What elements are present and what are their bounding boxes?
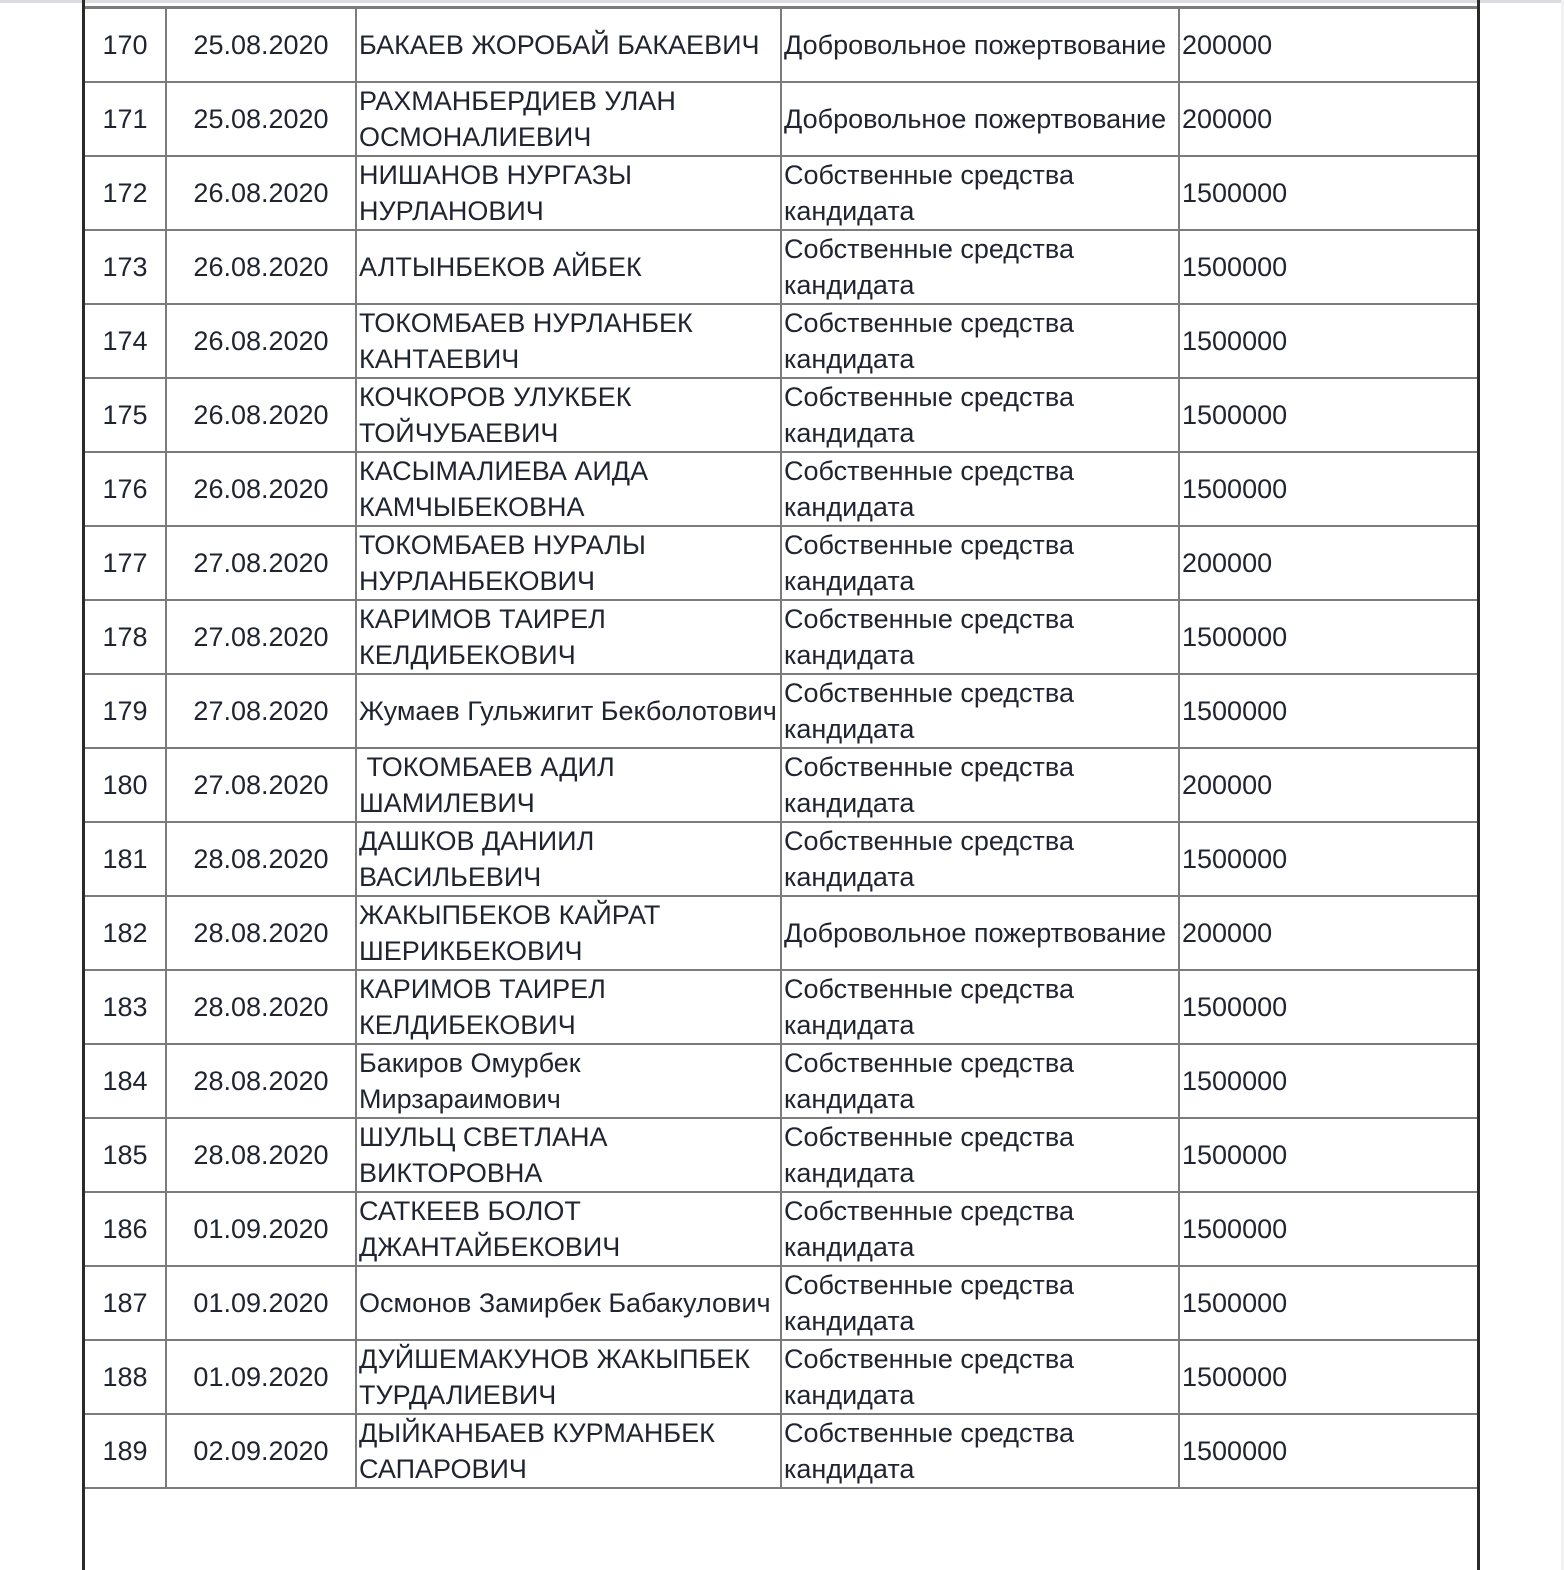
- table-row: [85, 1340, 1477, 1414]
- table-row: [85, 896, 1477, 970]
- table-row: [85, 822, 1477, 896]
- table-row: [85, 1192, 1477, 1266]
- table-row: [85, 378, 1477, 452]
- table-row: [85, 1414, 1477, 1488]
- date-cell: 28.08.2020: [166, 1044, 356, 1118]
- table-row: [85, 156, 1477, 230]
- funding-source-cell: Собственные средства кандидата: [781, 1118, 1179, 1192]
- date-cell: 27.08.2020: [166, 600, 356, 674]
- donor-name-cell: [356, 8, 781, 82]
- table-row: [85, 1266, 1477, 1340]
- row-number-cell: 180: [85, 748, 166, 822]
- table-row: [85, 82, 1477, 156]
- donor-name-cell: [356, 526, 781, 600]
- funding-source-cell: Собственные средства кандидата: [781, 1266, 1179, 1340]
- donor-name: ТОКОМБАЕВ НУРАЛЫ НУРЛАНБЕКОВИЧ: [359, 529, 654, 596]
- donor-name: САТКЕЕВ БОЛОТ ДЖАНТАЙБЕКОВИЧ: [359, 1195, 621, 1262]
- funding-source-cell: Собственные средства кандидата: [781, 822, 1179, 896]
- row-number-cell: 188: [85, 1340, 166, 1414]
- row-number-cell: 170: [85, 8, 166, 82]
- row-number-cell: 182: [85, 896, 166, 970]
- donor-name-cell: [356, 1266, 781, 1340]
- date-cell: 26.08.2020: [166, 304, 356, 378]
- date-cell: 01.09.2020: [166, 1340, 356, 1414]
- amount-cell: 200000: [1179, 8, 1477, 82]
- donor-name: КАРИМОВ ТАИРЕЛ КЕЛДИБЕКОВИЧ: [359, 603, 614, 670]
- funding-source-cell: Собственные средства кандидата: [781, 1340, 1179, 1414]
- donations-table: [85, 6, 1477, 1489]
- date-cell: 26.08.2020: [166, 452, 356, 526]
- donor-name: ДУЙШЕМАКУНОВ ЖАКЫПБЕК ТУРДАЛИЕВИЧ: [359, 1343, 758, 1410]
- amount-cell: 1500000: [1179, 452, 1477, 526]
- date-cell: 25.08.2020: [166, 8, 356, 82]
- donor-name-cell: [356, 1340, 781, 1414]
- amount-cell: 1500000: [1179, 304, 1477, 378]
- donor-name: Бакиров Омурбек Мирзараимович: [359, 1047, 589, 1114]
- donor-name: Жумаев Гульжигит Бекболотович: [359, 695, 777, 726]
- donor-name-cell: [356, 156, 781, 230]
- donor-name: ЖАКЫПБЕКОВ КАЙРАТ ШЕРИКБЕКОВИЧ: [359, 899, 668, 966]
- date-cell: 28.08.2020: [166, 970, 356, 1044]
- donor-name: АЛТЫНБЕКОВ АЙБЕК: [359, 251, 642, 282]
- funding-source-cell: Собственные средства кандидата: [781, 1414, 1179, 1488]
- funding-source-cell: Добровольное пожертвование: [781, 896, 1179, 970]
- date-cell: 26.08.2020: [166, 230, 356, 304]
- amount-cell: 1500000: [1179, 822, 1477, 896]
- row-number-cell: 177: [85, 526, 166, 600]
- row-number-cell: 171: [85, 82, 166, 156]
- amount-cell: 1500000: [1179, 378, 1477, 452]
- table-row: [85, 674, 1477, 748]
- donor-name-cell: [356, 82, 781, 156]
- table-row: [85, 1044, 1477, 1118]
- amount-cell: 200000: [1179, 526, 1477, 600]
- funding-source-cell: Собственные средства кандидата: [781, 600, 1179, 674]
- amount-cell: 1500000: [1179, 1192, 1477, 1266]
- donor-name-cell: [356, 304, 781, 378]
- donations-table-container: [82, 0, 1480, 1570]
- date-cell: 01.09.2020: [166, 1192, 356, 1266]
- donor-name: КАСЫМАЛИЕВА АИДА КАМЧЫБЕКОВНА: [359, 455, 656, 522]
- donor-name-cell: [356, 452, 781, 526]
- amount-cell: 200000: [1179, 82, 1477, 156]
- donor-name: НИШАНОВ НУРГАЗЫ НУРЛАНОВИЧ: [359, 159, 640, 226]
- donor-name: ДАШКОВ ДАНИИЛ ВАСИЛЬЕВИЧ: [359, 825, 602, 892]
- funding-source-cell: Собственные средства кандидата: [781, 1044, 1179, 1118]
- row-number-cell: 187: [85, 1266, 166, 1340]
- funding-source-cell: Собственные средства кандидата: [781, 156, 1179, 230]
- date-cell: 27.08.2020: [166, 526, 356, 600]
- funding-source-cell: Собственные средства кандидата: [781, 230, 1179, 304]
- donor-name: БАКАЕВ ЖОРОБАЙ БАКАЕВИЧ: [359, 29, 760, 60]
- funding-source-cell: Собственные средства кандидата: [781, 674, 1179, 748]
- date-cell: 02.09.2020: [166, 1414, 356, 1488]
- donor-name-cell: [356, 1414, 781, 1488]
- donor-name-cell: [356, 1192, 781, 1266]
- donor-name: КОЧКОРОВ УЛУКБЕК ТОЙЧУБАЕВИЧ: [359, 381, 640, 448]
- date-cell: 25.08.2020: [166, 82, 356, 156]
- date-cell: 27.08.2020: [166, 674, 356, 748]
- donor-name-cell: [356, 896, 781, 970]
- date-cell: 28.08.2020: [166, 822, 356, 896]
- donations-table-body: [85, 8, 1477, 1488]
- donor-name: Осмонов Замирбек Бабакулович: [359, 1287, 771, 1318]
- date-cell: 26.08.2020: [166, 378, 356, 452]
- donor-name: ТОКОМБАЕВ НУРЛАНБЕК КАНТАЕВИЧ: [359, 307, 701, 374]
- row-number-cell: 185: [85, 1118, 166, 1192]
- amount-cell: 1500000: [1179, 156, 1477, 230]
- funding-source-cell: Собственные средства кандидата: [781, 378, 1179, 452]
- donor-name-cell: [356, 970, 781, 1044]
- date-cell: 01.09.2020: [166, 1266, 356, 1340]
- amount-cell: 200000: [1179, 896, 1477, 970]
- donor-name-cell: [356, 1044, 781, 1118]
- funding-source-cell: Добровольное пожертвование: [781, 82, 1179, 156]
- row-number-cell: 179: [85, 674, 166, 748]
- row-number-cell: 172: [85, 156, 166, 230]
- row-number-cell: 181: [85, 822, 166, 896]
- table-row: [85, 1118, 1477, 1192]
- funding-source-cell: Собственные средства кандидата: [781, 1192, 1179, 1266]
- donor-name: РАХМАНБЕРДИЕВ УЛАН ОСМОНАЛИЕВИЧ: [359, 85, 684, 152]
- amount-cell: 1500000: [1179, 1414, 1477, 1488]
- amount-cell: 200000: [1179, 748, 1477, 822]
- donor-name-cell: [356, 600, 781, 674]
- donor-name-cell: [356, 748, 781, 822]
- date-cell: 27.08.2020: [166, 748, 356, 822]
- funding-source-cell: Собственные средства кандидата: [781, 452, 1179, 526]
- funding-source-cell: Собственные средства кандидата: [781, 970, 1179, 1044]
- table-row: [85, 8, 1477, 82]
- donor-name: ТОКОМБАЕВ АДИЛ ШАМИЛЕВИЧ: [359, 751, 623, 818]
- date-cell: 28.08.2020: [166, 896, 356, 970]
- amount-cell: 1500000: [1179, 1340, 1477, 1414]
- date-cell: 28.08.2020: [166, 1118, 356, 1192]
- funding-source-cell: Собственные средства кандидата: [781, 748, 1179, 822]
- amount-cell: 1500000: [1179, 970, 1477, 1044]
- table-row: [85, 304, 1477, 378]
- row-number-cell: 183: [85, 970, 166, 1044]
- amount-cell: 1500000: [1179, 1118, 1477, 1192]
- funding-source-cell: Добровольное пожертвование: [781, 8, 1179, 82]
- donor-name-cell: [356, 822, 781, 896]
- amount-cell: 1500000: [1179, 600, 1477, 674]
- donor-name-cell: [356, 1118, 781, 1192]
- table-row: [85, 748, 1477, 822]
- table-row: [85, 526, 1477, 600]
- table-row: [85, 452, 1477, 526]
- row-number-cell: 174: [85, 304, 166, 378]
- donor-name-cell: [356, 230, 781, 304]
- donor-name-cell: [356, 674, 781, 748]
- row-number-cell: 176: [85, 452, 166, 526]
- row-number-cell: 175: [85, 378, 166, 452]
- amount-cell: 1500000: [1179, 230, 1477, 304]
- row-number-cell: 186: [85, 1192, 166, 1266]
- donor-name: ШУЛЬЦ СВЕТЛАНА ВИКТОРОВНА: [359, 1121, 616, 1188]
- donor-name: КАРИМОВ ТАИРЕЛ КЕЛДИБЕКОВИЧ: [359, 973, 614, 1040]
- date-cell: 26.08.2020: [166, 156, 356, 230]
- amount-cell: 1500000: [1179, 1044, 1477, 1118]
- amount-cell: 1500000: [1179, 674, 1477, 748]
- table-row: [85, 600, 1477, 674]
- row-number-cell: 173: [85, 230, 166, 304]
- table-row: [85, 230, 1477, 304]
- table-row: [85, 970, 1477, 1044]
- row-number-cell: 178: [85, 600, 166, 674]
- row-number-cell: 184: [85, 1044, 166, 1118]
- donor-name: ДЫЙКАНБАЕВ КУРМАНБЕК САПАРОВИЧ: [359, 1417, 723, 1484]
- row-number-cell: 189: [85, 1414, 166, 1488]
- funding-source-cell: Собственные средства кандидата: [781, 526, 1179, 600]
- funding-source-cell: Собственные средства кандидата: [781, 304, 1179, 378]
- amount-cell: 1500000: [1179, 1266, 1477, 1340]
- donor-name-cell: [356, 378, 781, 452]
